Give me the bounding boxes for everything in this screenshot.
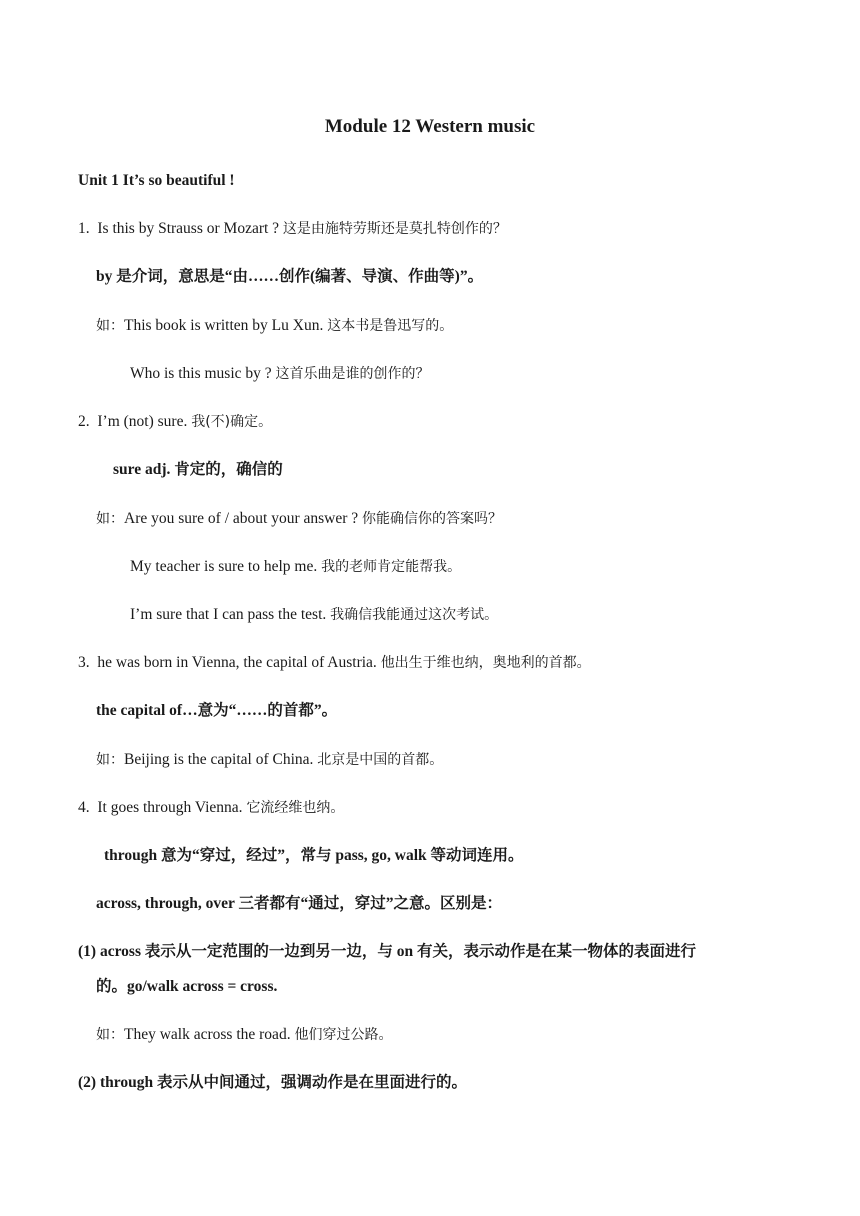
point-through: (2) through 表示从中间通过，强调动作是在里面进行的。 (78, 1074, 467, 1091)
example (96, 509, 502, 529)
example (96, 1025, 392, 1045)
item-number: 1. (78, 220, 90, 237)
item-english: he was born in Vienna, the capital of Austria. (97, 654, 377, 671)
example-english: I’m sure that I can pass the test. (130, 606, 327, 623)
point-across-line2: 的。go/walk across = cross. (96, 978, 278, 995)
example-chinese: 我确信我能通过这次考试。 (330, 607, 499, 623)
example-english: Who is this music by ? (130, 365, 272, 382)
item-4 (78, 798, 344, 818)
unit-heading: Unit 1 It’s so beautiful ! (78, 172, 235, 189)
example-prefix: 如： (96, 1027, 124, 1043)
item-1 (78, 219, 507, 239)
item-english: Is this by Strauss or Mozart ? (97, 220, 280, 237)
note-across-through-over: across, through, over 三者都有“通过，穿过”之意。区别是： (96, 895, 503, 912)
example (130, 557, 461, 577)
item-number: 2. (78, 413, 90, 430)
example-prefix: 如： (96, 752, 124, 768)
item-3 (78, 653, 591, 673)
point-across-line1: (1) across 表示从一定范围的一边到另一边，与 on 有关，表示动作是在某一物体的表面进行 (78, 943, 696, 960)
item-chinese: 它流经维也纳。 (246, 800, 345, 816)
example (96, 316, 453, 336)
example-chinese: 这本书是鲁迅写的。 (327, 318, 454, 334)
item-english: It goes through Vienna. (97, 799, 243, 816)
note-by: by 是介词，意思是“由……创作(编著、导演、作曲等)”。 (96, 268, 484, 285)
example-chinese: 我的老师肯定能帮我。 (321, 559, 462, 575)
item-english: I’m (not) sure. (97, 413, 188, 430)
example-english: Beijing is the capital of China. (124, 751, 314, 768)
item-number: 3. (78, 654, 90, 671)
example-english: My teacher is sure to help me. (130, 558, 318, 575)
example-chinese: 这首乐曲是谁的创作的？ (275, 366, 430, 382)
example-prefix: 如： (96, 511, 124, 527)
example-english: This book is written by Lu Xun. (124, 317, 324, 334)
note-sure: sure adj. 肯定的，确信的 (113, 461, 283, 478)
example (130, 605, 498, 625)
example (130, 364, 430, 384)
page-title: Module 12 Western music (324, 116, 536, 137)
item-chinese: 他出生于维也纳，奥地利的首都。 (380, 655, 591, 671)
example-chinese: 北京是中国的首都。 (317, 752, 444, 768)
item-2 (78, 412, 272, 432)
item-number: 4. (78, 799, 90, 816)
item-chinese: 这是由施特劳斯还是莫扎特创作的？ (282, 221, 507, 237)
item-chinese: 我(不)确定。 (191, 414, 273, 430)
example-english: Are you sure of / about your answer ? (124, 510, 359, 527)
note-capital: the capital of…意为“……的首都”。 (96, 702, 338, 719)
note-through: through 意为“穿过，经过”，常与 pass, go, walk 等动词连用。 (104, 847, 524, 864)
example-chinese: 你能确信你的答案吗？ (362, 511, 503, 527)
example-prefix: 如： (96, 318, 124, 334)
example-chinese: 他们穿过公路。 (294, 1027, 393, 1043)
example (96, 750, 443, 770)
example-english: They walk across the road. (124, 1026, 291, 1043)
